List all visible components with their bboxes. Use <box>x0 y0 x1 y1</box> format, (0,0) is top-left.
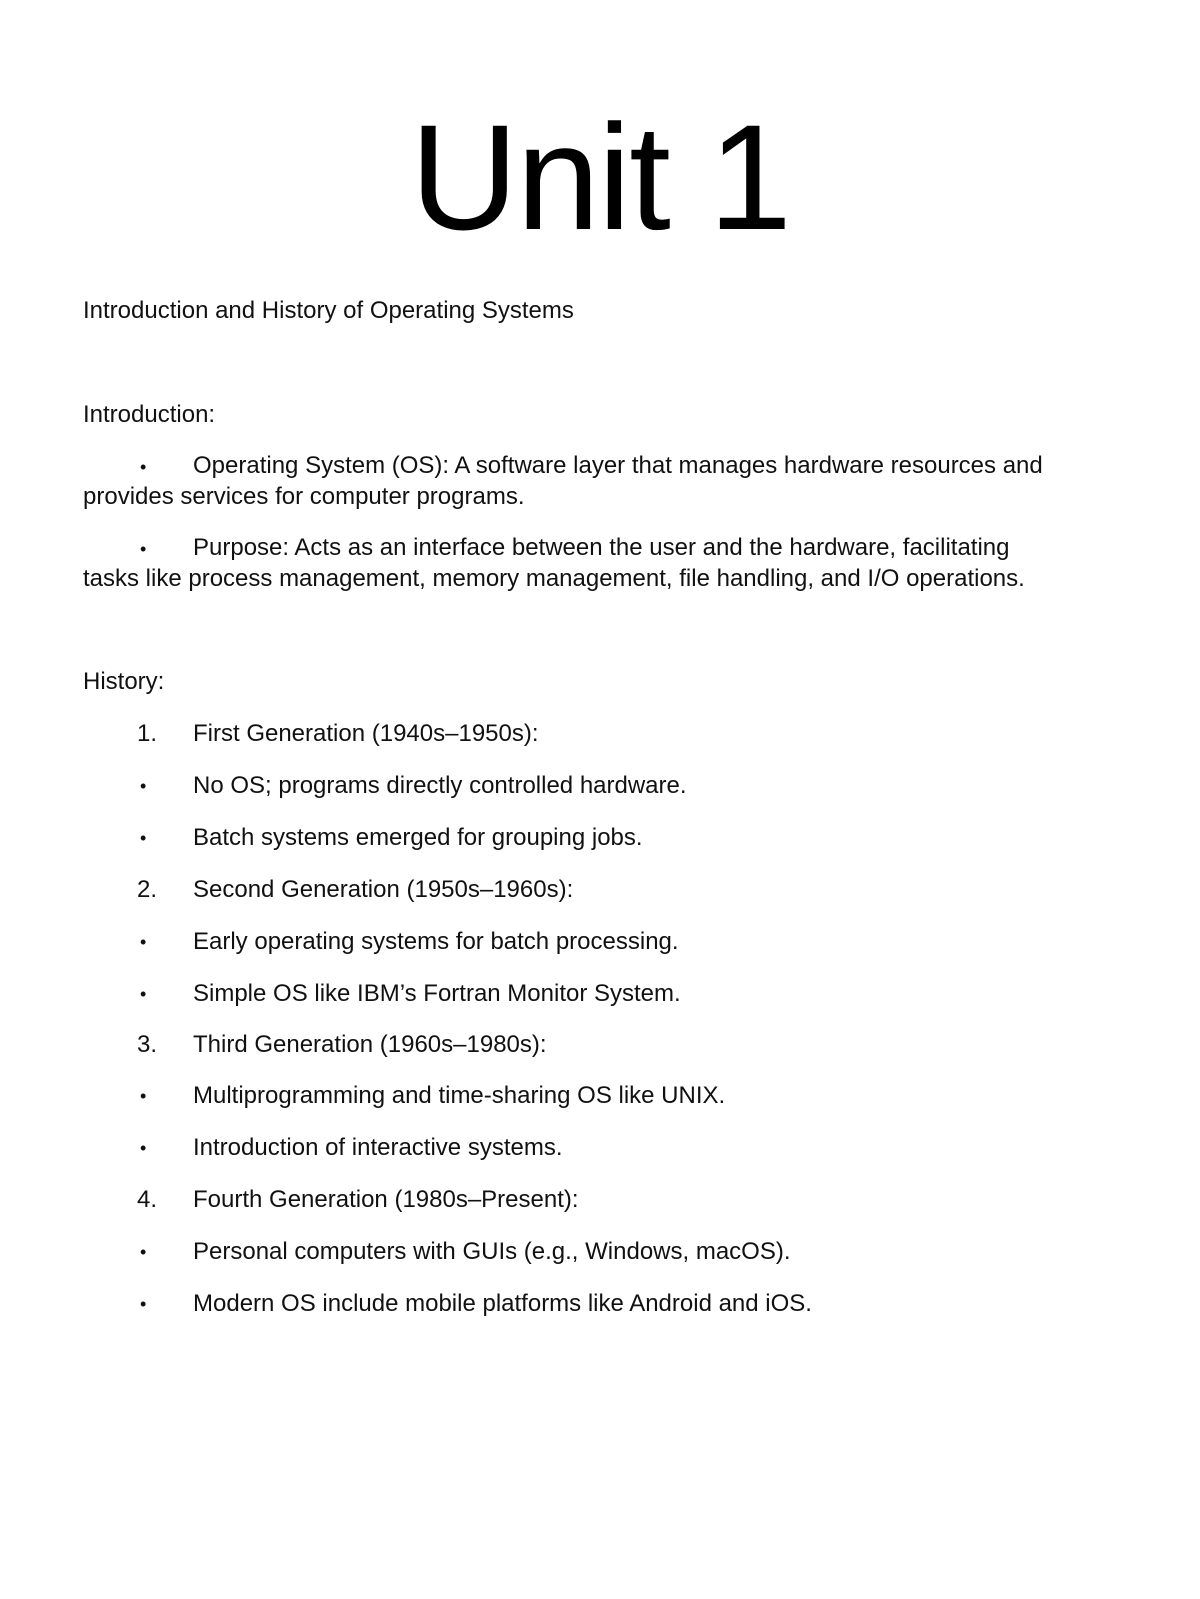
intro-item-os-definition <box>83 451 1093 512</box>
list-number: 1. <box>137 720 158 747</box>
list-item-text: No OS; programs directly controlled hardware. <box>193 772 687 799</box>
list-item-text: Multiprogramming and time-sharing OS like UNIX. <box>193 1082 726 1109</box>
list-item-text: Second Generation (1950s–1960s): <box>193 876 574 903</box>
intro-item-line: Purpose: Acts as an interface between the user and the hardware, facilitating <box>193 534 1010 561</box>
list-number: 3. <box>137 1031 158 1058</box>
intro-item-purpose <box>83 533 1093 594</box>
list-item-text: Personal computers with GUIs (e.g., Windows, macOS). <box>193 1238 791 1265</box>
bullet-marker: • <box>140 1294 147 1314</box>
page-title: Unit 1 <box>410 93 790 261</box>
list-item-text: First Generation (1940s–1950s): <box>193 720 539 747</box>
history-heading: History: <box>83 668 165 695</box>
bullet-marker: • <box>140 828 147 848</box>
bullet-marker: • <box>140 1242 147 1262</box>
document-subtitle: Introduction and History of Operating Systems <box>83 297 574 324</box>
list-item-text: Fourth Generation (1980s–Present): <box>193 1186 579 1213</box>
bullet-marker: • <box>140 457 147 477</box>
intro-item-line: provides services for computer programs. <box>83 483 525 510</box>
bullet-marker: • <box>140 776 147 796</box>
list-item-text: Modern OS include mobile platforms like Android and iOS. <box>193 1290 812 1317</box>
bullet-marker: • <box>140 1086 147 1106</box>
intro-item-line: Operating System (OS): A software layer that manages hardware resources and <box>193 452 1043 479</box>
bullet-marker: • <box>140 539 147 559</box>
bullet-marker: • <box>140 932 147 952</box>
list-number: 2. <box>137 876 158 903</box>
bullet-marker: • <box>140 1138 147 1158</box>
list-item-text: Third Generation (1960s–1980s): <box>193 1031 547 1058</box>
introduction-heading: Introduction: <box>83 401 216 428</box>
list-number: 4. <box>137 1186 158 1213</box>
list-item-text: Early operating systems for batch processing. <box>193 928 679 955</box>
list-item-text: Simple OS like IBM’s Fortran Monitor System. <box>193 980 681 1007</box>
list-item-text: Batch systems emerged for grouping jobs. <box>193 824 643 851</box>
list-item-text: Introduction of interactive systems. <box>193 1134 563 1161</box>
intro-item-line: tasks like process management, memory management, file handling, and I/O operations. <box>83 565 1025 592</box>
bullet-marker: • <box>140 984 147 1004</box>
